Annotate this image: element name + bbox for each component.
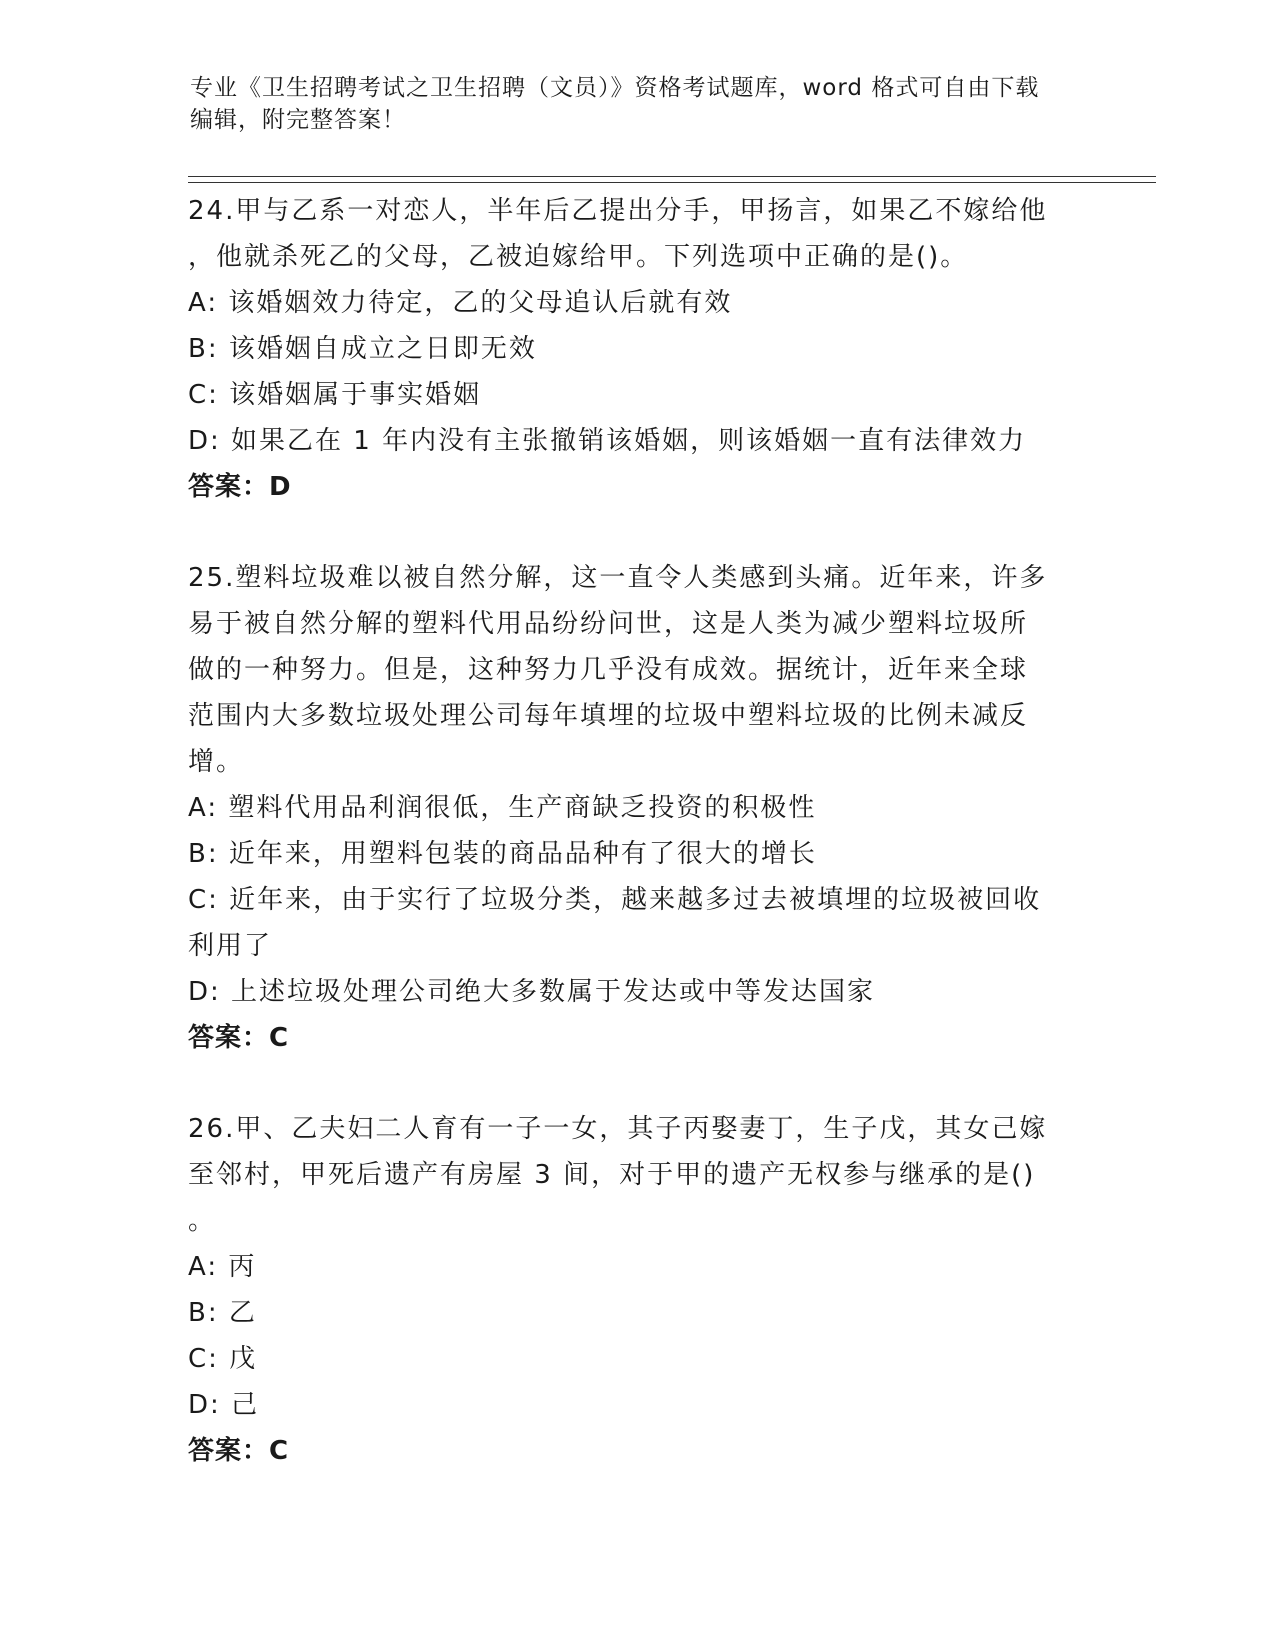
option-c-continued: 利用了	[188, 931, 273, 961]
question-stem-line: 做的一种努力。但是，这种努力几乎没有成效。据统计，近年来全球	[188, 655, 1029, 685]
question-stem-line: 25.塑料垃圾难以被自然分解，这一直令人类感到头痛。近年来，许多	[188, 563, 1048, 593]
question-stem-line: ，他就杀死乙的父母，乙被迫嫁给甲。下列选项中正确的是()。	[188, 242, 969, 272]
header-line: 编辑，附完整答案！	[190, 107, 406, 133]
question-stem-line: 易于被自然分解的塑料代用品纷纷问世，这是人类为减少塑料垃圾所	[188, 609, 1029, 639]
document-header	[190, 72, 1090, 136]
option-c: C: 戊	[188, 1344, 258, 1374]
question-stem-line: 范围内大多数垃圾处理公司每年填埋的垃圾中塑料垃圾的比例未减反	[188, 701, 1029, 731]
question-25	[188, 555, 1088, 1061]
question-26	[188, 1106, 1088, 1474]
option-a: A: 塑料代用品利润很低，生产商缺乏投资的积极性	[188, 793, 817, 823]
question-stem-line: 26.甲、乙夫妇二人育有一子一女，其子丙娶妻丁，生子戊，其女己嫁	[188, 1114, 1048, 1144]
question-stem-line: 。	[188, 1206, 217, 1236]
answer-label: 答案：C	[188, 1436, 290, 1466]
option-d: D: 如果乙在 1 年内没有主张撤销该婚姻，则该婚姻一直有法律效力	[188, 426, 1027, 456]
option-c: C: 近年来，由于实行了垃圾分类，越来越多过去被填埋的垃圾被回收	[188, 885, 1042, 915]
answer-label: 答案：C	[188, 1023, 290, 1053]
option-d: D: 己	[188, 1390, 260, 1420]
option-a: A: 丙	[188, 1252, 257, 1282]
option-b: B: 乙	[188, 1298, 257, 1328]
option-b: B: 该婚姻自成立之日即无效	[188, 334, 537, 364]
question-stem-line: 24.甲与乙系一对恋人，半年后乙提出分手，甲扬言，如果乙不嫁给他	[188, 196, 1048, 226]
question-stem-line: 至邻村，甲死后遗产有房屋 3 间，对于甲的遗产无权参与继承的是()	[188, 1160, 1036, 1190]
question-list	[188, 188, 1088, 1474]
option-d: D: 上述垃圾处理公司绝大多数属于发达或中等发达国家	[188, 977, 876, 1007]
option-b: B: 近年来，用塑料包装的商品品种有了很大的增长	[188, 839, 817, 869]
header-divider	[188, 176, 1156, 177]
header-divider	[188, 182, 1156, 183]
question-stem-line: 增。	[188, 747, 245, 777]
option-c: C: 该婚姻属于事实婚姻	[188, 380, 482, 410]
question-24	[188, 188, 1088, 510]
answer-label: 答案：D	[188, 472, 292, 502]
option-a: A: 该婚姻效力待定，乙的父母追认后就有效	[188, 288, 733, 318]
header-line: 专业《卫生招聘考试之卫生招聘（文员）》资格考试题库，word 格式可自由下载	[190, 75, 1040, 101]
